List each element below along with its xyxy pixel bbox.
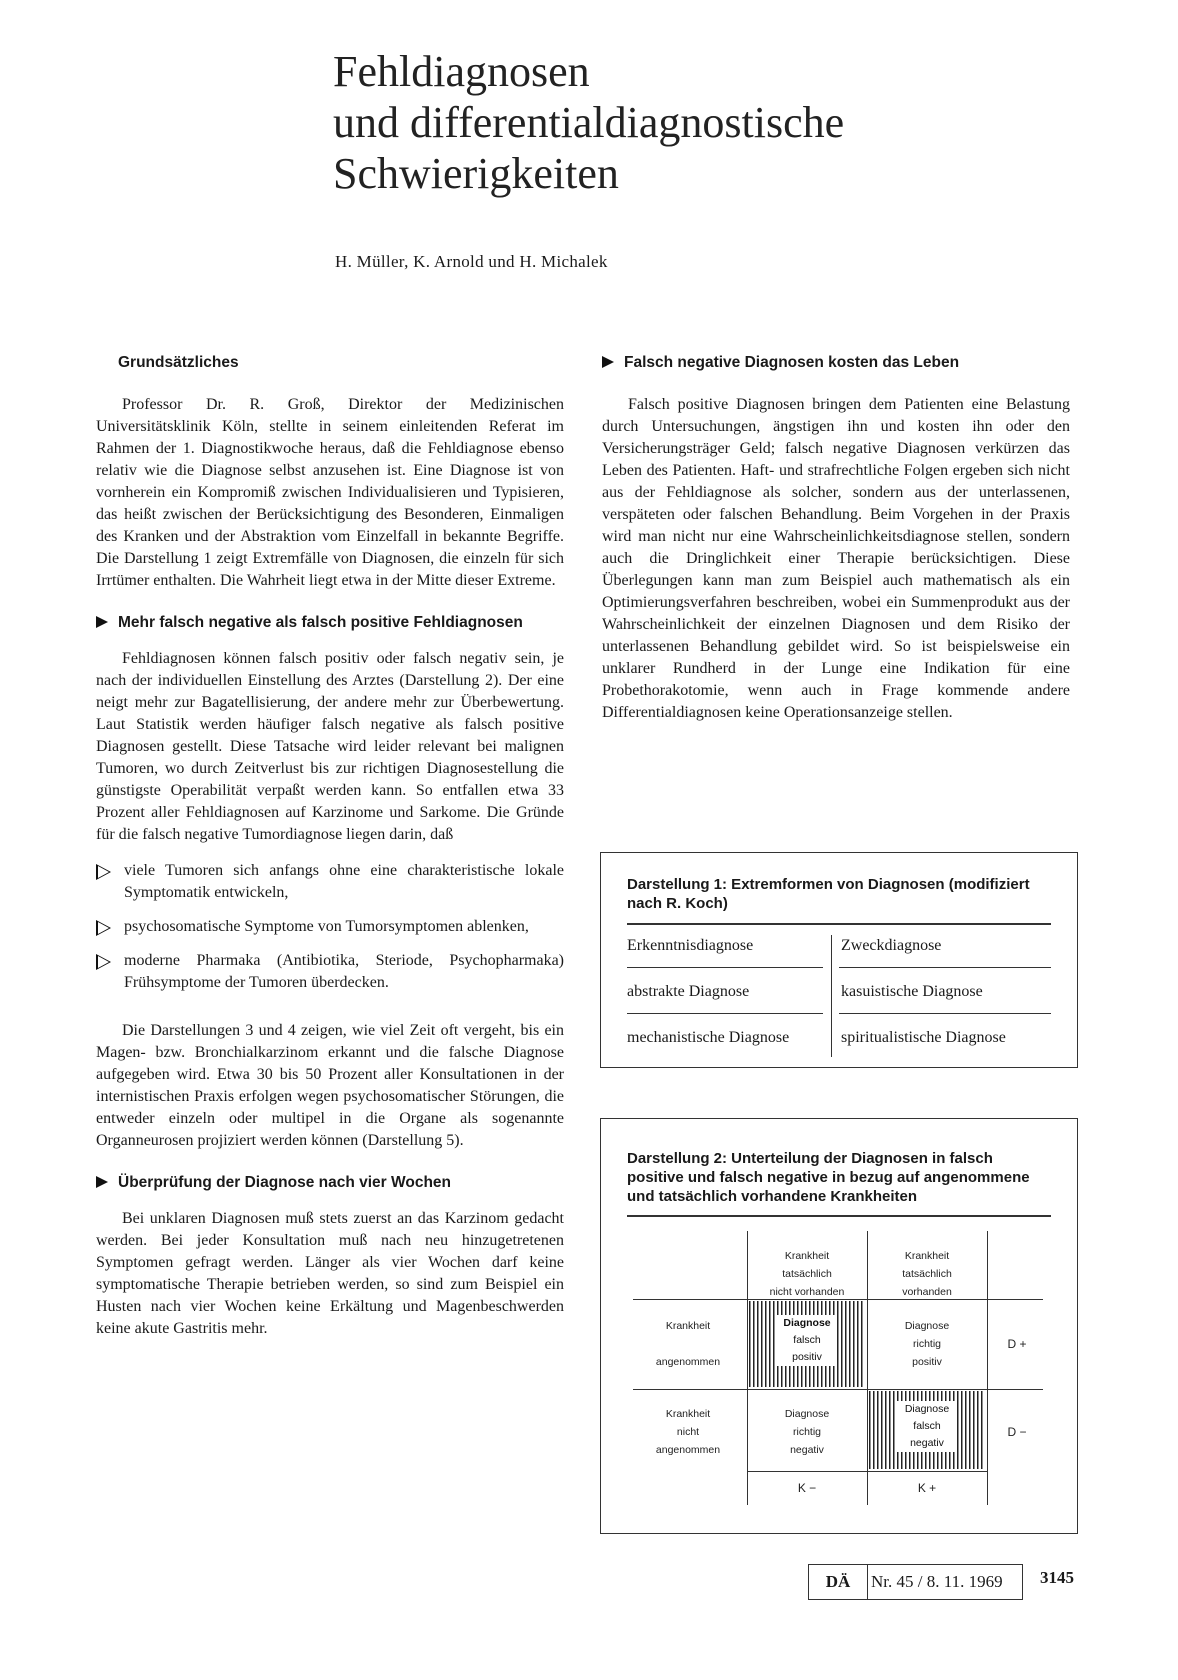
paragraph: Die Darstellungen 3 und 4 zeigen, wie viel Zeit oft vergeht, bis ein Magen- bzw. Bronchialkarzinom erkannt und die falsche Diagnose aufgegeben wird. Etwa 30 bis 50 Prozent aller Konsultationen in der internistischen Praxis erfolgen wegen psychosomatischer Störungen, die entweder einzeln oder multipel in die Organe als sogenannte Organneurosen projiziert werden können (Darstellung 5). (96, 1022, 564, 1149)
hollow-triangle-bullet-icon (96, 920, 111, 936)
table-cell: spiritualistische Diagnose (841, 1029, 1006, 1046)
triangle-marker-icon (602, 356, 614, 368)
figure-title: Darstellung 2: Unterteilung der Diagnosen in falsch positive und falsch negative in bezug auf angenommene und tatsächlich vorhandene Krankheiten (627, 1150, 1030, 1205)
issue-number: Nr. 45 / 8. 11. 1969 (871, 1572, 1003, 1591)
table-cell: Diagnose richtig positiv (904, 1320, 950, 1368)
figure-box-2 (600, 1118, 1078, 1534)
title-line-3: Schwierigkeiten (333, 149, 619, 198)
table-cell: kasuistische Diagnose (841, 983, 983, 1000)
row-header: Krankheit angenommen (655, 1320, 721, 1368)
article-title (333, 46, 1113, 199)
row-total: D − (1007, 1425, 1027, 1439)
hollow-triangle-bullet-icon (96, 864, 111, 880)
section-heading: Überprüfung der Diagnose nach vier Wochen (96, 1172, 564, 1194)
divider (839, 1013, 1051, 1014)
table-cell: abstrakte Diagnose (627, 983, 750, 1000)
table-cell: Erkenntnisdiagnose (627, 937, 754, 954)
table-cell: Diagnose falsch positiv (777, 1315, 837, 1366)
title-line-1: Fehldiagnosen (333, 47, 590, 96)
table-cell: mechanistische Diagnose (627, 1029, 790, 1046)
page-number: 3145 (1040, 1568, 1074, 1587)
title-line-2: und differentialdiagnostische (333, 98, 845, 147)
table-cell: Zweckdiagnose (841, 937, 942, 954)
table-cell: Diagnose richtig negativ (784, 1408, 830, 1456)
column-total: K − (797, 1481, 817, 1495)
column-header: Krankheit tatsächlich vorhanden (902, 1250, 952, 1298)
row-header: Krankheit nicht angenommen (655, 1408, 721, 1456)
divider (627, 1215, 1051, 1217)
bullet-list (96, 860, 564, 994)
divider (627, 967, 823, 968)
list-item: moderne Pharmaka (Antibiotika, Steriode, Psychopharmaka) Frühsymptome der Tumoren überdecken. (96, 950, 564, 994)
journal-logo: DÄ (809, 1565, 868, 1599)
section-heading: Mehr falsch negative als falsch positive Fehldiagnosen (96, 612, 564, 634)
column-total: K + (917, 1481, 937, 1495)
row-total: D + (1007, 1337, 1027, 1351)
triangle-marker-icon (96, 1176, 108, 1188)
left-column (96, 352, 564, 1340)
grid-line (747, 1471, 987, 1472)
grid-line (987, 1231, 988, 1505)
list-item: psychosomatische Symptome von Tumorsymptomen ablenken, (96, 916, 564, 938)
paragraph: Fehldiagnosen können falsch positiv oder falsch negativ sein, je nach der individuellen Einstellung des Arztes (Darstellung 2). Der eine neigt mehr zur Bagatellisierung, der andere mehr zur Überbewertung. Laut Statistik werden häufiger falsch negative als falsch positive Diagnosen gestellt. Diese Tatsache wird leider relevant bei malignen Tumoren, wo durch Zeitverlust bis zur richtigen Diagnosestellung die günstigste Operabilität verpaßt werden kann. So entfallen etwa 33 Prozent aller Fehldiagnosen auf Karzinome und Sarkome. Die Gründe für die falsch negative Tumordiagnose liegen darin, daß (96, 650, 564, 843)
divider (627, 1013, 823, 1014)
paragraph: Professor Dr. R. Groß, Direktor der Medizinischen Universitätsklinik Köln, stellte in seinem einleitenden Referat im Rahmen der 1. Diagnostikwoche heraus, daß die Fehldiagnose ebenso relativ wie die Diagnose selbst anzusehen ist. Eine Diagnose ist von vornherein ein Kompromiß zwischen Individualisieren und Typisieren, das heißt zwischen der Berücksichtigung des Besonderen, Einmaligen des Kranken und der Abstraktion vom Einzelfall in bekannte Begriffe. Die Darstellung 1 zeigt Extremfälle von Diagnosen, die einzeln für sich Irrtümer enthalten. Die Wahrheit liegt etwa in der Mitte dieser Extreme. (96, 396, 564, 589)
authors: H. Müller, K. Arnold und H. Michalek (335, 252, 608, 271)
figure-box-1 (600, 852, 1078, 1068)
paragraph: Bei unklaren Diagnosen muß stets zuerst an das Karzinom gedacht werden. Bei jeder Konsultation muß nach neu hinzugetretenen Symptomen gefragt werden. Länger als vier Wochen darf keine symptomatische Therapie betrieben werden, so sind zum Beispiel ein Husten nach vier Wochen keine Erkältung und Magenbeschwerden keine akute Gastritis mehr. (96, 1210, 564, 1337)
triangle-marker-icon (96, 616, 108, 628)
divider (839, 967, 1051, 968)
divider (831, 935, 832, 1057)
figure-title: Darstellung 1: Extremformen von Diagnosen (modifiziert nach R. Koch) (627, 876, 1030, 912)
divider (627, 923, 1051, 925)
right-column (602, 352, 1070, 724)
paragraph: Falsch positive Diagnosen bringen dem Patienten eine Belastung durch Untersuchungen, ängstigen ihn und kosten ihn oder den Versicherungsträger Geld; falsch negative Diagnosen verkürzen das Leben des Patienten. Haft- und strafrechtliche Folgen ergeben sich nicht aus der Fehldiagnose als solcher, sondern aus der unterlassenen, verspäteten oder falschen Behandlung. Beim Vorgehen in der Praxis wird man nicht nur eine Wahrscheinlichkeitsdiagnose stellen, sondern auch die Dringlichkeit einer Therapie berücksichtigen. Diese Überlegungen kann man zum Beispiel auch mathematisch als ein Optimierungsverfahren beschreiben, wobei ein Summenprodukt aus der Wahrscheinlichkeit der einzelnen Diagnosen und dem Risiko der unterlassenen Behandlung gebildet wird. So ist beispielsweise ein unklarer Rundherd in der Lunge eine Indikation für eine Probethorakotomie, wenn auch in Frage kommende andere Differentialdiagnosen keine Operationsanzeige stellen. (602, 396, 1070, 721)
column-header: Krankheit tatsächlich nicht vorhanden (769, 1250, 845, 1298)
hollow-triangle-bullet-icon (96, 954, 111, 970)
list-item: viele Tumoren sich anfangs ohne eine charakteristische lokale Symptomatik entwickeln, (96, 860, 564, 904)
table-cell: Diagnose falsch negativ (897, 1401, 957, 1452)
section-heading: Falsch negative Diagnosen kosten das Leben (602, 352, 1070, 374)
section-heading: Grundsätzliches (118, 354, 239, 371)
journal-footer (808, 1564, 1023, 1600)
grid-line (633, 1389, 1043, 1390)
